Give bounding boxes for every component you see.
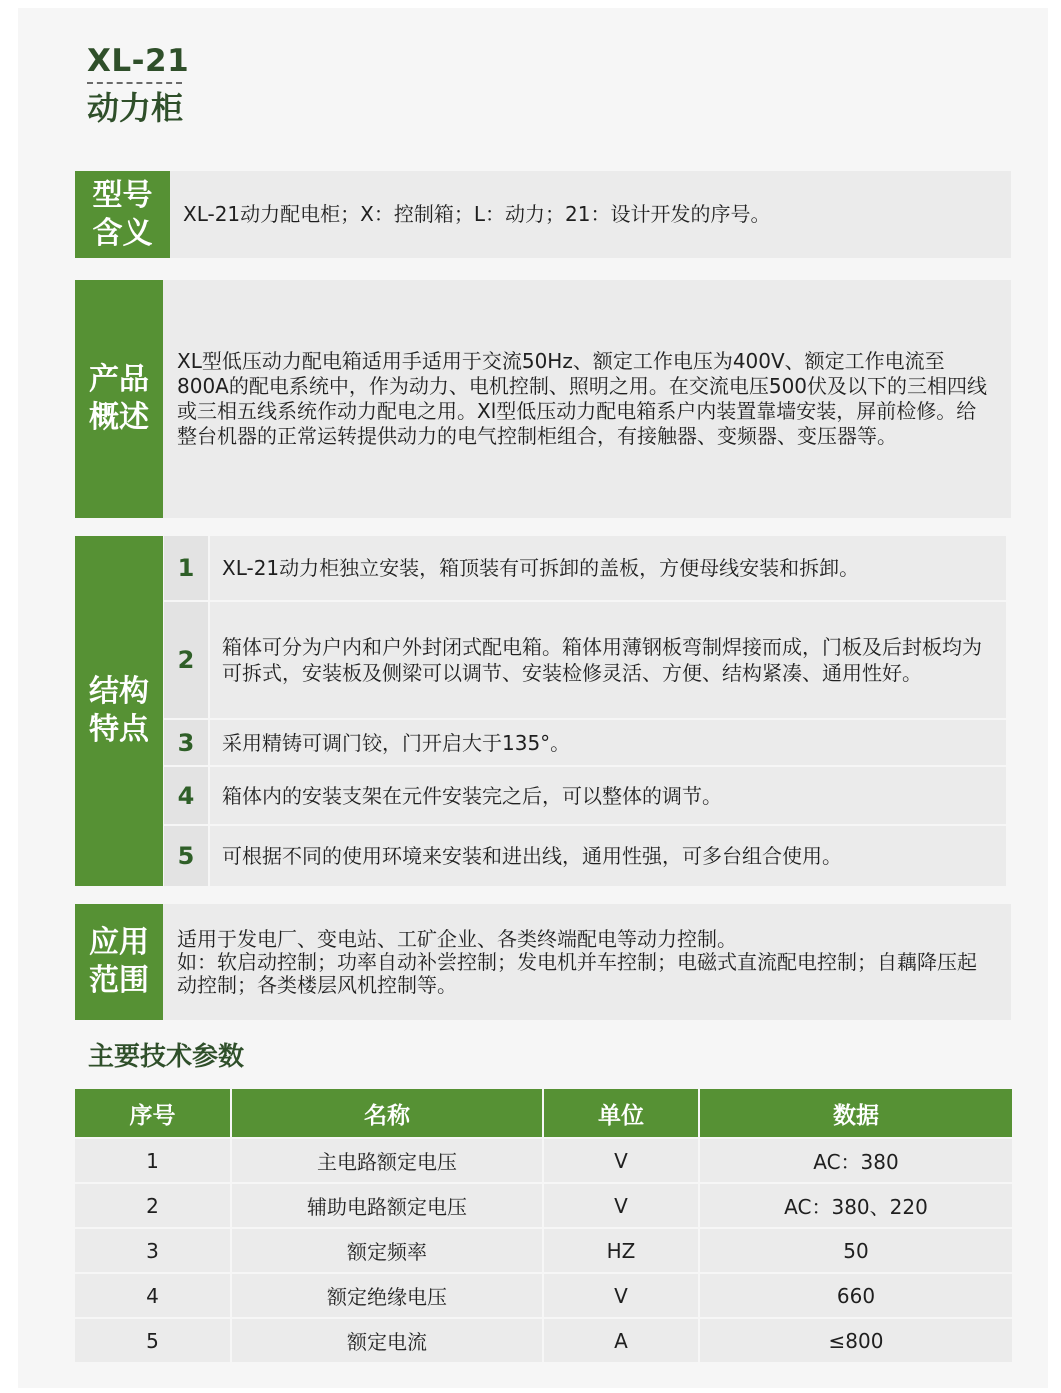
table-cell: 额定电流 (231, 1318, 543, 1362)
feature-item (164, 767, 1006, 824)
table-cell: V (543, 1138, 699, 1183)
dashed-divider (87, 82, 182, 84)
feature-text: XL-21动力柜独立安装，箱顶装有可拆卸的盖板，方便母线安装和拆卸。 (210, 536, 1006, 600)
column-header: 数据 (699, 1089, 1012, 1138)
table-cell: ≤800 (699, 1318, 1012, 1362)
product-title: 动力柜 (87, 89, 184, 127)
feature-item (164, 826, 1006, 886)
label-line: 型号 (92, 177, 153, 213)
label-line: 结构 (89, 674, 149, 709)
table-cell: AC：380、220 (699, 1183, 1012, 1228)
table-cell: 额定绝缘电压 (231, 1273, 543, 1318)
table-cell: 3 (75, 1228, 231, 1273)
table-cell: 660 (699, 1273, 1012, 1318)
feature-number: 2 (164, 602, 208, 718)
table-cell: 额定频率 (231, 1228, 543, 1273)
feature-number: 4 (164, 767, 208, 824)
table-row (75, 1183, 1012, 1228)
params-title: 主要技术参数 (88, 1042, 245, 1072)
table-cell: 5 (75, 1318, 231, 1362)
overview-content (163, 280, 1011, 518)
feature-number: 5 (164, 826, 208, 886)
feature-text: 可根据不同的使用环境来安装和进出线，通用性强，可多台组合使用。 (210, 826, 1006, 886)
label-line: 范围 (89, 963, 149, 998)
table-row (75, 1228, 1012, 1273)
feature-text: 采用精铸可调门铰，门开启大于135°。 (210, 720, 1006, 765)
table-cell: 辅助电路额定电压 (231, 1183, 543, 1228)
table-row (75, 1273, 1012, 1318)
application-text: 如：软启动控制；功率自动补尝控制；发电机并车控制；电磁式直流配电控制；自藕降压起动控制；各类楼层风机控制等。 (177, 949, 977, 997)
feature-number: 3 (164, 720, 208, 765)
label-line: 产品 (89, 362, 149, 397)
column-header: 序号 (75, 1089, 231, 1138)
table-cell: HZ (543, 1228, 699, 1273)
table-cell: 主电路额定电压 (231, 1138, 543, 1183)
application-text: 适用于发电厂、变电站、工矿企业、各类终端配电等动力控制。 (177, 926, 737, 951)
table-cell: A (543, 1318, 699, 1362)
model-meaning-label (75, 171, 170, 258)
table-cell: 4 (75, 1273, 231, 1318)
features-section (75, 536, 1011, 886)
label-line: 特点 (89, 712, 149, 747)
label-line: 概述 (89, 400, 149, 435)
column-header: 单位 (543, 1089, 699, 1138)
label-line: 应用 (89, 925, 149, 960)
application-label (75, 904, 163, 1020)
model-meaning-section (75, 171, 1011, 258)
overview-text: XL型低压动力配电箱适用手适用于交流50Hz、额定工作电压为400V、额定工作电流至800A的配电系统中，作为动力、电机控制、照明之用。在交流电压500伏及以下的三相四线或三相五线系统作动力配电之用。Xl型低压动力配电箱系户内装置靠墙安装，屏前检修。给整台机器的正常运转提供动力的电气控制柜组合，有接触器、变频器、变压器等。 (177, 349, 988, 448)
table-row (75, 1318, 1012, 1362)
feature-item (164, 602, 1006, 718)
overview-label (75, 280, 163, 518)
table-cell: V (543, 1273, 699, 1318)
table-cell: V (543, 1183, 699, 1228)
feature-item (164, 720, 1006, 765)
table-header-row (75, 1089, 1012, 1138)
feature-number: 1 (164, 536, 208, 600)
features-label (75, 536, 163, 886)
table-cell: 1 (75, 1138, 231, 1183)
label-line: 含义 (92, 215, 153, 251)
application-content (163, 904, 1011, 1020)
feature-item (164, 536, 1006, 600)
model-meaning-text: XL-21动力配电柜；X：控制箱；L：动力；21：设计开发的序号。 (183, 202, 771, 226)
feature-text: 箱体可分为户内和户外封闭式配电箱。箱体用薄钢板弯制焊接而成，门板及后封板均为可拆式，安装板及侧梁可以调节、安装检修灵活、方便、结构紧凑、通用性好。 (210, 602, 1006, 718)
model-meaning-content (170, 171, 1011, 258)
table-cell: 2 (75, 1183, 231, 1228)
overview-section (75, 280, 1011, 518)
page-header (87, 42, 189, 128)
params-table (75, 1089, 1012, 1362)
column-header: 名称 (231, 1089, 543, 1138)
table-cell: AC：380 (699, 1138, 1012, 1183)
table-row (75, 1138, 1012, 1183)
application-section (75, 904, 1011, 1020)
product-code: XL-21 (87, 43, 190, 79)
table-cell: 50 (699, 1228, 1012, 1273)
feature-text: 箱体内的安装支架在元件安装完之后，可以整体的调节。 (210, 767, 1006, 824)
